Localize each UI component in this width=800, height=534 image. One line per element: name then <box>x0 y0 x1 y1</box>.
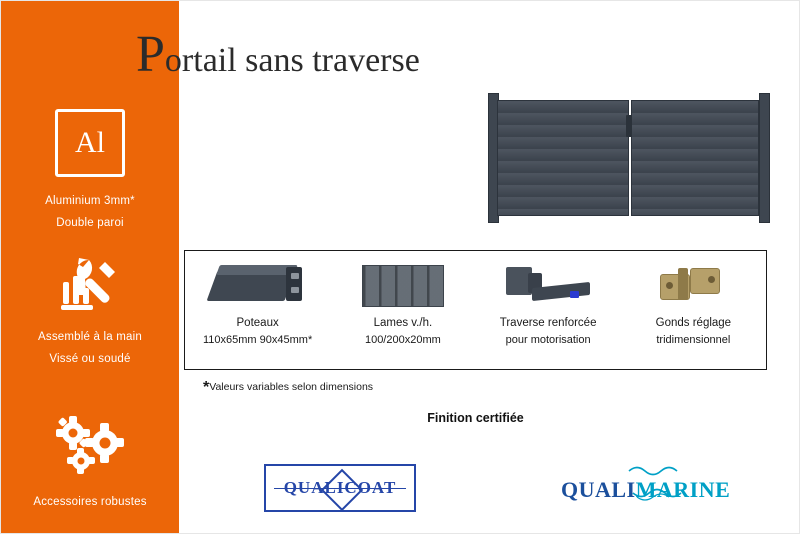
page-title-initial: P <box>136 26 165 83</box>
sidebar-block-assembly <box>1 256 179 370</box>
footnote <box>203 379 373 397</box>
gate-post-right <box>759 93 770 223</box>
slats-icon <box>330 257 475 315</box>
page-title <box>136 26 420 87</box>
component-lames-sublabel: 100/200x20mm <box>364 334 441 346</box>
component-poteaux-sublabel: 110x65mm 90x45mm* <box>203 334 313 346</box>
sidebar-block-aluminium <box>1 109 179 234</box>
qualimarine-label-part1: QUALI <box>561 477 636 502</box>
gears-icon <box>1 413 179 475</box>
qualicoat-logo <box>264 464 416 512</box>
sidebar-block-accessories <box>1 413 179 513</box>
sidebar-caption-aluminium-2: Double paroi <box>56 217 124 229</box>
sidebar-caption-accessories-1: Accessoires robustes <box>33 496 147 508</box>
gate-leaf-right <box>631 100 759 216</box>
qualimarine-label-part2: MARINE <box>635 477 731 502</box>
footnote-text: Valeurs variables selon dimensions <box>209 381 374 393</box>
qualicoat-label: QUALICOAT <box>283 478 397 497</box>
gate-handle <box>626 115 632 137</box>
footnote-asterisk: * <box>203 379 210 396</box>
wrench-tools-icon <box>1 256 179 314</box>
sidebar-caption-assembly-2: Vissé ou soudé <box>49 353 131 365</box>
post-profile-icon <box>185 257 330 315</box>
component-gonds-sublabel: tridimensionnel <box>656 334 731 346</box>
component-traverse-label: Traverse renforcée <box>499 317 597 329</box>
sidebar-caption-aluminium-1: Aluminium 3mm* <box>45 195 135 207</box>
component-lames <box>330 251 475 369</box>
component-traverse <box>476 251 621 369</box>
component-lames-label: Lames v./h. <box>373 317 433 329</box>
component-poteaux <box>185 251 330 369</box>
hinge-icon <box>621 257 766 315</box>
page-title-rest: ortail sans traverse <box>164 42 420 79</box>
component-traverse-sublabel: pour motorisation <box>505 334 591 346</box>
reinforced-crossbar-icon <box>476 257 621 315</box>
aluminium-symbol-label: Al <box>75 126 105 159</box>
sidebar-caption-assembly-1: Assemblé à la main <box>38 331 142 343</box>
component-poteaux-label: Poteaux <box>236 317 279 329</box>
aluminium-square-icon <box>55 109 125 177</box>
qualimarine-logo <box>561 469 731 509</box>
component-gonds <box>621 251 766 369</box>
finition-heading: Finition certifiée <box>427 411 524 425</box>
gate-leaf-left <box>497 100 629 216</box>
components-panel <box>184 250 767 370</box>
component-gonds-label: Gonds réglage <box>655 317 732 329</box>
gate-product-image <box>488 93 770 223</box>
